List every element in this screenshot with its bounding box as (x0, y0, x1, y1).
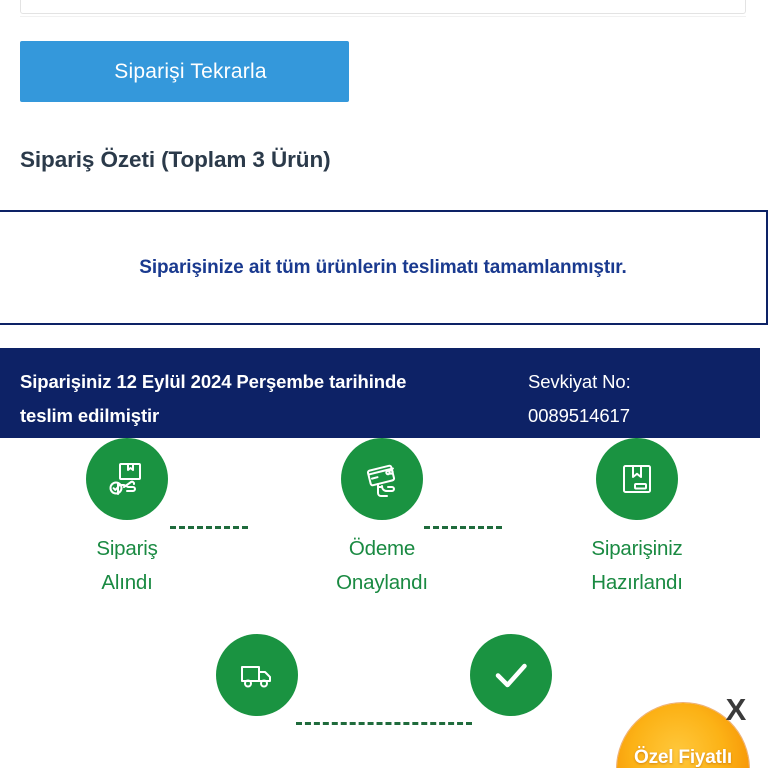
step-order-prepared-line1: Siparişiniz (591, 537, 683, 560)
box-bookmark-icon (616, 458, 658, 500)
step-in-transit (172, 634, 342, 728)
delivered-date-line2: tarihinde teslim edilmiştir (20, 371, 407, 426)
delivery-notice-box (0, 210, 768, 325)
check-mark-icon (487, 651, 535, 699)
step-connector-3 (296, 722, 472, 725)
delivered-date-line1: Siparişiniz 12 Eylül 2024 Perşembe (20, 371, 325, 392)
card-divider (20, 16, 746, 17)
step-order-prepared-label (552, 532, 722, 600)
step-payment-approved-line2: Onaylandı (336, 571, 428, 594)
step-order-received (42, 438, 212, 600)
delivery-notice-text: Siparişinize ait tüm ürünlerin teslimatı tamamlanmıştır. (139, 256, 627, 278)
shipment-number-value: 0089514617 (528, 405, 630, 426)
step-connector-1 (170, 526, 248, 529)
step-order-received-label (42, 532, 212, 600)
step-delivered (426, 634, 596, 728)
step-payment-approved (297, 438, 467, 600)
step-delivered-circle (470, 634, 552, 716)
shipment-number-label: Sevkiyat No: (528, 371, 631, 392)
order-summary-heading: Sipariş Özeti (Toplam 3 Ürün) (20, 147, 331, 172)
step-order-prepared-line2: Hazırlandı (591, 571, 683, 594)
repeat-order-button[interactable]: Siparişi Tekrarla (20, 41, 349, 102)
top-input-card[interactable] (20, 0, 746, 14)
step-order-received-line1: Sipariş (96, 537, 158, 560)
credit-card-hand-icon (360, 457, 404, 501)
step-order-prepared-circle (596, 438, 678, 520)
step-payment-approved-circle (341, 438, 423, 520)
step-payment-approved-label (297, 532, 467, 600)
delivered-date-text (20, 365, 420, 433)
delivery-truck-icon (235, 653, 279, 697)
package-hand-check-icon (105, 457, 149, 501)
step-connector-2 (424, 526, 502, 529)
shipment-number-block (528, 365, 631, 433)
special-price-promo-text: Özel Fiyatlı (634, 747, 732, 768)
shipment-panel (0, 348, 760, 768)
step-order-received-line2: Alındı (101, 571, 153, 594)
shipment-header (0, 348, 760, 438)
step-in-transit-circle (216, 634, 298, 716)
close-icon[interactable]: X (725, 692, 747, 727)
step-order-prepared (552, 438, 722, 600)
step-order-received-circle (86, 438, 168, 520)
step-payment-approved-line1: Ödeme (348, 537, 416, 560)
